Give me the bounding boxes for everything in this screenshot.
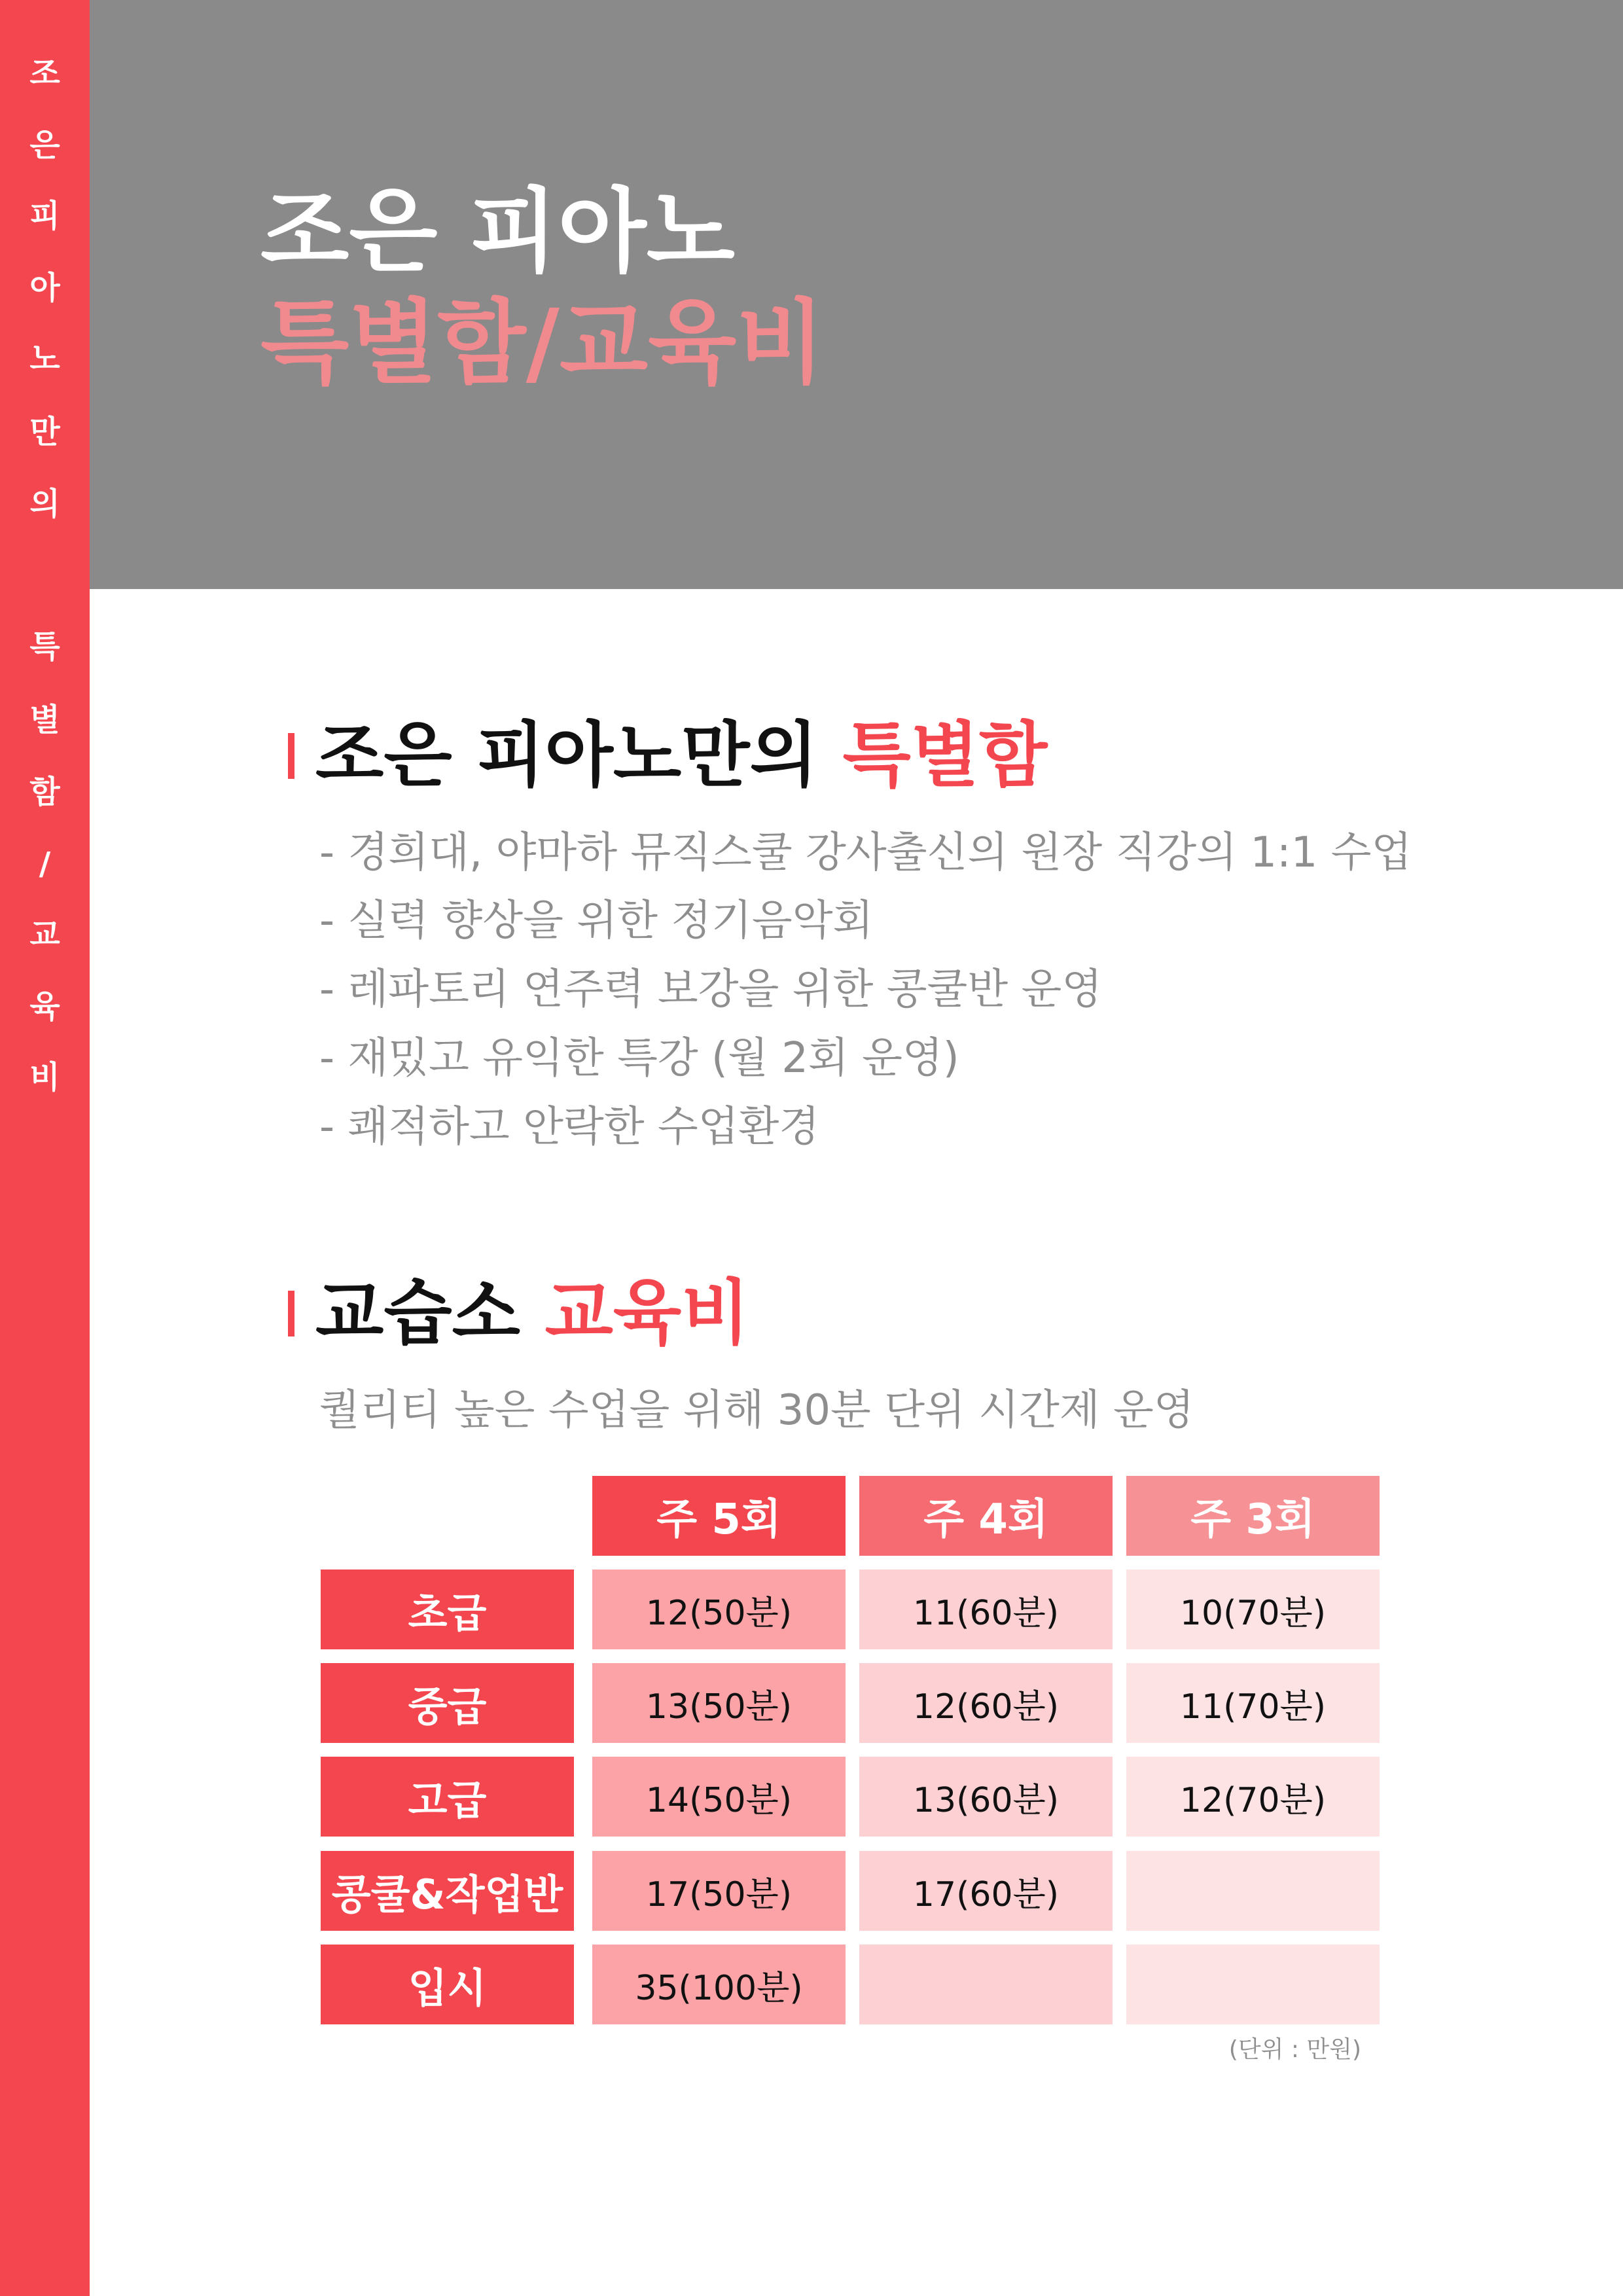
section-marker [288, 733, 294, 779]
sidebar-char: 노 [29, 340, 60, 377]
price-cell: 12(50분) [592, 1570, 846, 1649]
price-cell: 11(70분) [1126, 1663, 1380, 1743]
sidebar-char: 만 [29, 414, 60, 450]
sidebar-char: 은 [29, 127, 60, 164]
sidebar-char: 피 [29, 198, 60, 234]
price-cell: 13(50분) [592, 1663, 846, 1743]
sidebar-char: / [39, 846, 51, 882]
price-cell: 35(100분) [592, 1945, 846, 2024]
special-title-accent: 특별함 [842, 715, 1048, 797]
sidebar-char: 비 [29, 1059, 60, 1096]
sidebar-char: 교 [29, 916, 60, 953]
tuition-title-accent: 교육비 [544, 1272, 750, 1354]
price-cell: 12(70분) [1126, 1757, 1380, 1837]
price-cell [859, 1945, 1113, 2024]
tuition-title-main: 교습소 [315, 1272, 545, 1354]
price-cell: 12(60분) [859, 1663, 1113, 1743]
special-title-main: 조은 피아노만의 [315, 715, 843, 797]
hero-title: 조은 피아노 [260, 179, 735, 285]
sidebar-char: 특 [29, 628, 60, 665]
price-cell: 10(70분) [1126, 1570, 1380, 1649]
special-section-title [315, 713, 1047, 798]
price-cell [1126, 1851, 1380, 1931]
hero-subtitle: 특별함/교육비 [260, 290, 825, 397]
feature-item: - 경희대, 야마하 뮤직스쿨 강사출신의 원장 직강의 1:1 수업 [319, 829, 1412, 877]
row-header: 입시 [321, 1945, 574, 2024]
sidebar-char: 별 [29, 702, 60, 738]
price-cell [1126, 1945, 1380, 2024]
price-cell: 11(60분) [859, 1570, 1113, 1649]
price-cell: 13(60분) [859, 1757, 1113, 1837]
row-header: 초급 [321, 1570, 574, 1649]
sidebar-char: 육 [29, 988, 60, 1025]
sidebar [0, 0, 90, 2296]
column-header: 주 5회 [592, 1476, 846, 1556]
feature-item: - 쾌적하고 안락한 수업환경 [319, 1103, 820, 1151]
tuition-subtitle: 퀄리티 높은 수업을 위해 30분 단위 시간제 운영 [319, 1386, 1194, 1435]
feature-item: - 레파토리 연주력 보강을 위한 콩쿨반 운영 [319, 965, 1103, 1014]
column-header: 주 4회 [859, 1476, 1113, 1556]
sidebar-char: 의 [29, 486, 60, 522]
price-cell: 17(60분) [859, 1851, 1113, 1931]
row-header: 고급 [321, 1757, 574, 1837]
row-header: 중급 [321, 1663, 574, 1743]
sidebar-char: 조 [29, 55, 60, 92]
section-marker [288, 1291, 294, 1336]
column-header: 주 3회 [1126, 1476, 1380, 1556]
sidebar-char: 아 [29, 270, 60, 306]
feature-item: - 실력 향상을 위한 정기음악회 [319, 897, 874, 945]
price-cell: 17(50분) [592, 1851, 846, 1931]
price-cell: 14(50분) [592, 1757, 846, 1837]
tuition-section-title [315, 1271, 750, 1356]
feature-item: - 재밌고 유익한 특강 (월 2회 운영) [319, 1034, 959, 1083]
unit-note: (단위 : 만원) [1228, 2036, 1361, 2063]
row-header: 콩쿨&작업반 [321, 1851, 574, 1931]
sidebar-char: 함 [29, 774, 60, 810]
